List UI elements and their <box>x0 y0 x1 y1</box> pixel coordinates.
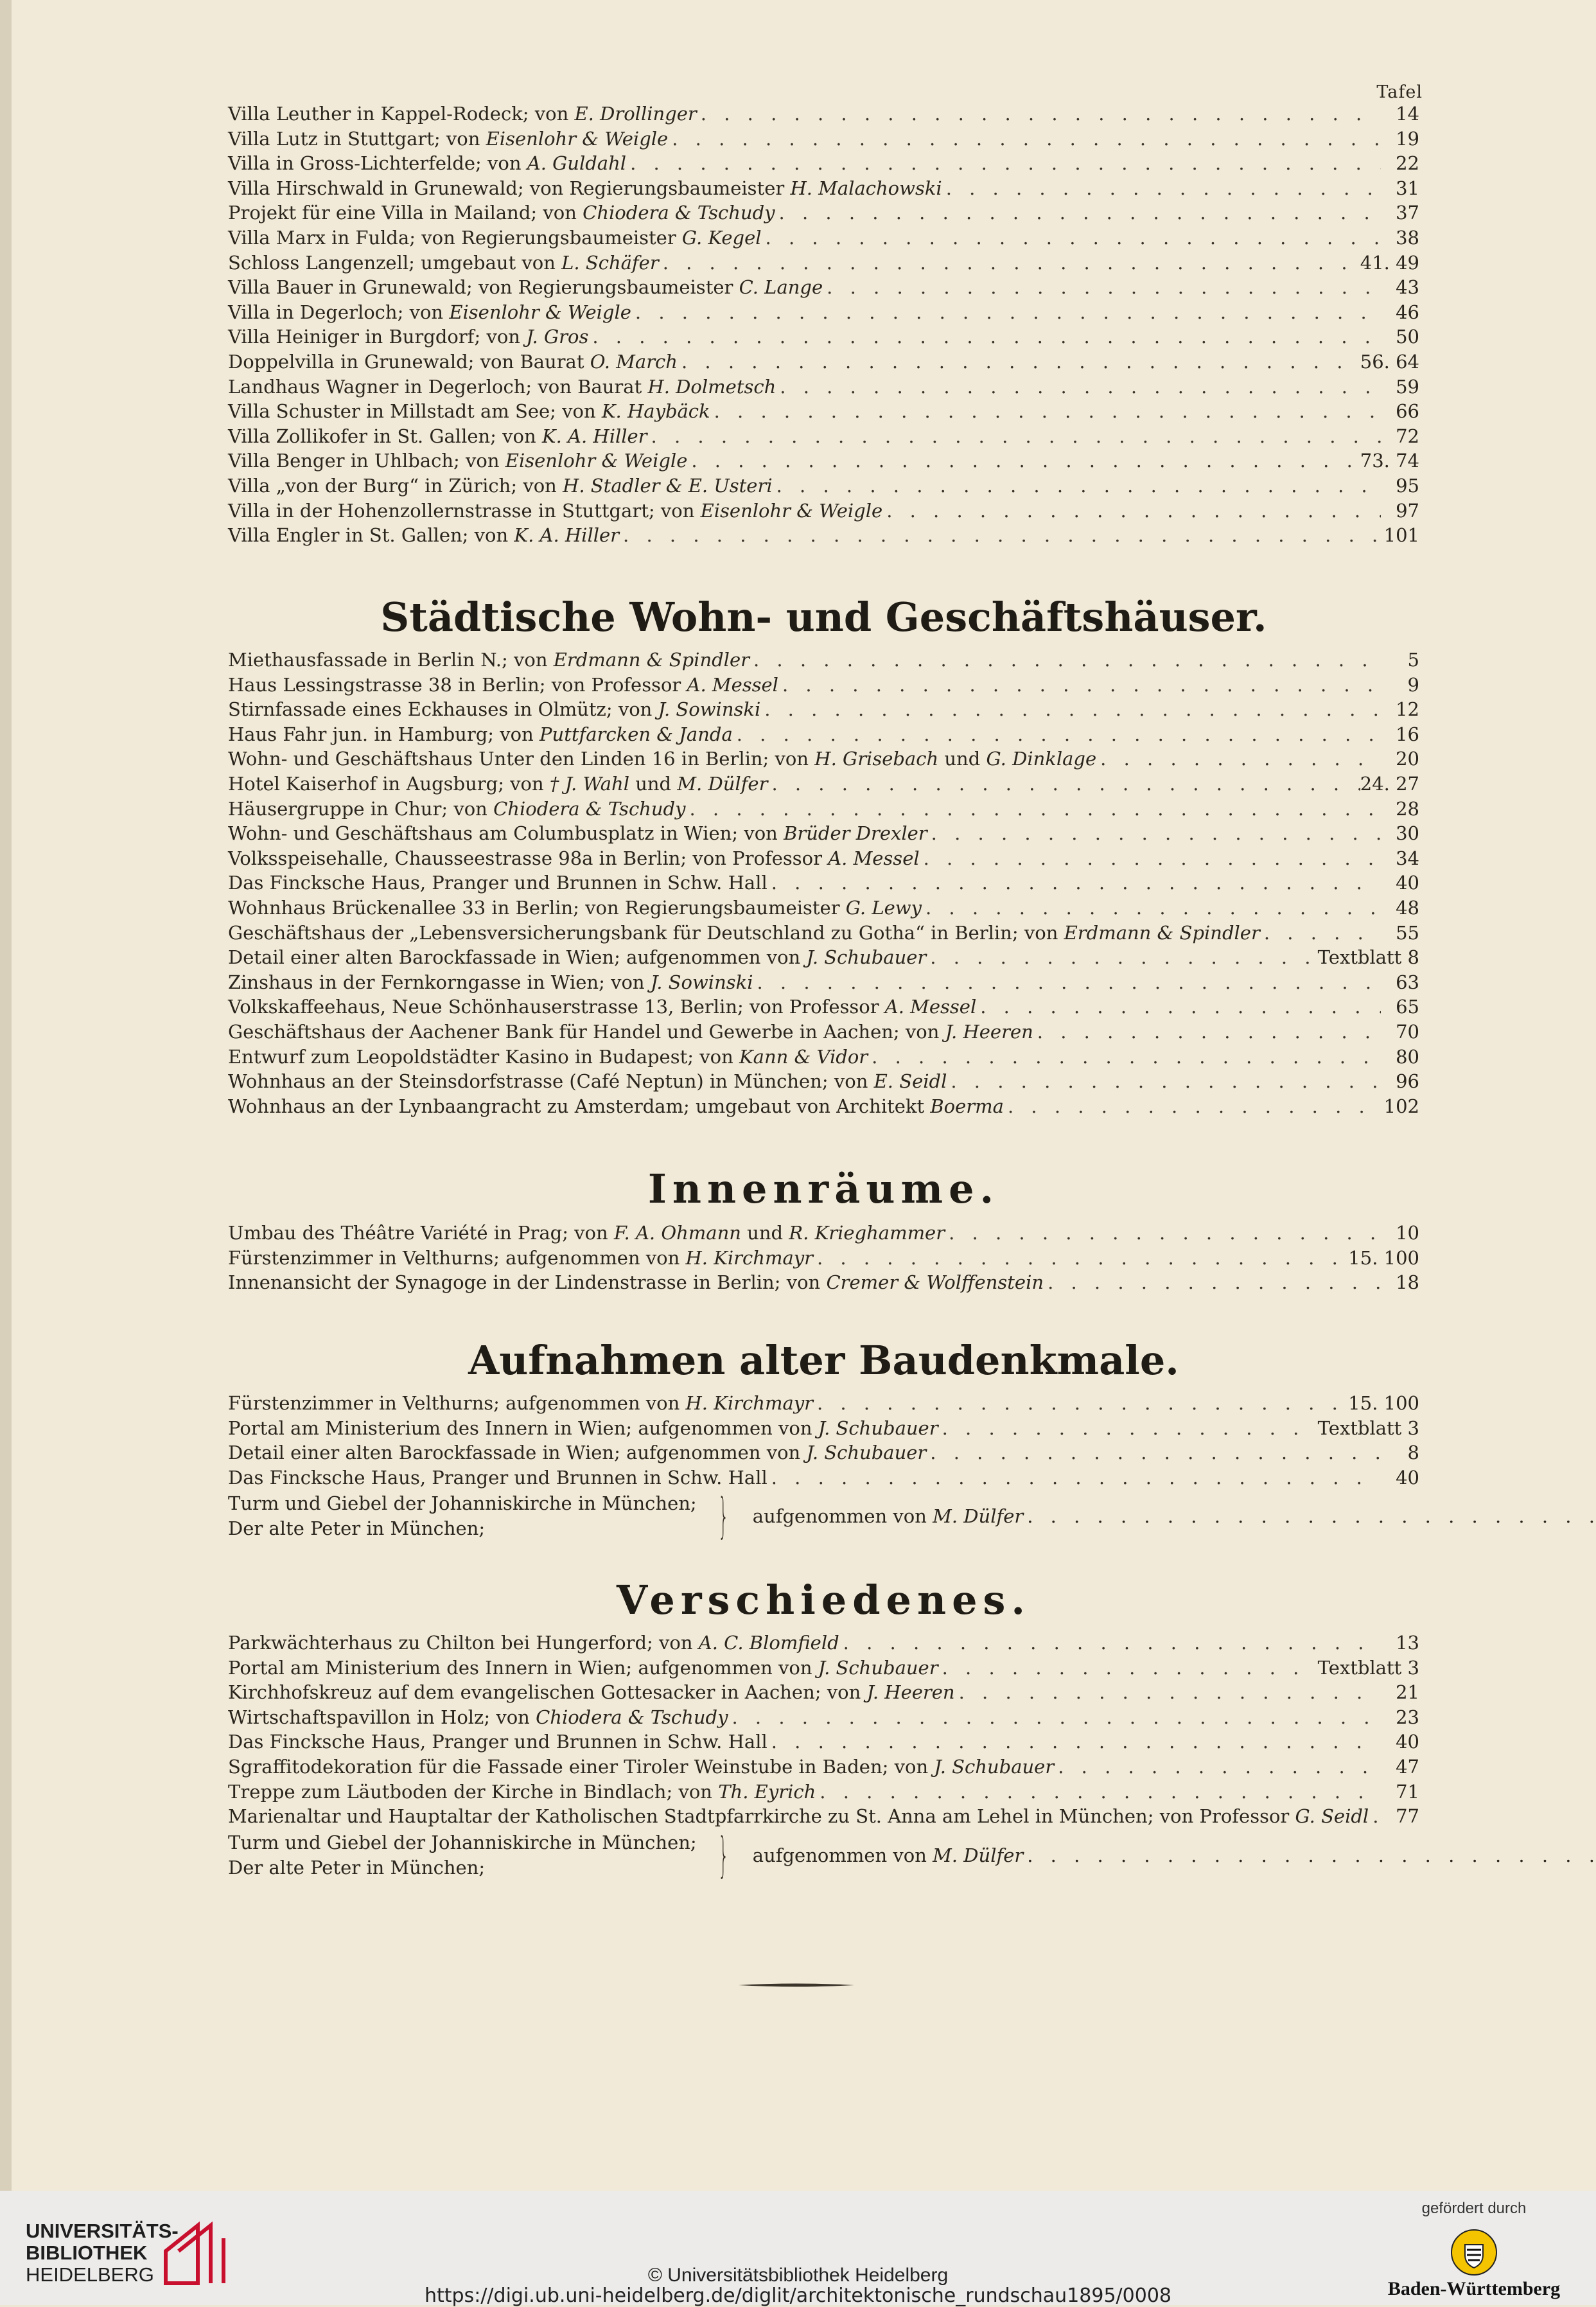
entry-author: J. Sowinski <box>650 971 753 993</box>
leader-dots <box>927 822 1381 844</box>
entry-title: Zinshaus in der Fernkorngasse in Wien; von J. Sowinski <box>228 971 753 993</box>
entry-title: Villa Lutz in Stuttgart; von Eisenlohr & Weigle <box>228 127 669 150</box>
bracketed-entry <box>228 1489 1419 1544</box>
entry-title: Schloss Langenzell; umgebaut von L. Schäfer <box>228 251 659 274</box>
entry-title: Miethausfassade in Berlin N.; von Erdmann & Spindler <box>228 649 750 671</box>
group-line: Turm und Giebel der Johanniskirche in München; <box>228 1492 697 1515</box>
page-number: 50 <box>1396 326 1419 348</box>
toc-entry <box>228 1681 1419 1706</box>
entry-title: Marienaltar und Hauptaltar der Katholischen Stadtpfarrkirche zu St. Anna am Lehel in München; von Professor G. Seidl <box>228 1805 1369 1828</box>
toc-entry <box>228 1247 1419 1272</box>
entry-title: Wohnhaus an der Lynbaangracht zu Amsterdam; umgebaut von Architekt Boerma <box>228 1095 1004 1117</box>
entry-title: Geschäftshaus der Aachener Bank für Handel und Gewerbe in Aachen; von J. Heeren <box>228 1020 1033 1043</box>
tafel-column-label: Tafel <box>1376 82 1423 102</box>
entry-author: O. March <box>590 350 678 373</box>
section-heading: Städtische Wohn- und Geschäftshäuser. <box>380 594 1267 641</box>
logo-text: UNIVERSITÄTS- BIBLIOTHEK HEIDELBERG <box>26 2220 179 2286</box>
entry-author: J. Sowinski <box>658 698 761 721</box>
page-number: 95 <box>1396 474 1419 497</box>
entry-author: Cremer & Wolffenstein <box>826 1271 1044 1294</box>
toc-entry <box>228 1095 1419 1120</box>
entry-title: Portal am Ministerium des Innern in Wien; aufgenommen von J. Schubauer <box>228 1417 938 1439</box>
curly-brace-icon: } <box>717 1827 729 1883</box>
entry-list <box>228 649 1419 1120</box>
entry-author: R. Krieghammer <box>789 1222 945 1244</box>
entry-title: Villa Bauer in Grunewald; von Regierungsbaumeister C. Lange <box>228 276 823 299</box>
leader-dots <box>1004 1095 1381 1117</box>
entry-title: Fürstenzimmer in Velthurns; aufgenommen von H. Kirchmayr <box>228 1246 813 1269</box>
leader-dots <box>776 376 1381 398</box>
toc-entry <box>228 177 1419 202</box>
entry-title: Wohn- und Geschäftshaus am Columbusplatz in Wien; von Brüder Drexler <box>228 822 927 845</box>
entry-title: Das Fincksche Haus, Pranger und Brunnen in Schw. Hall <box>228 1466 767 1489</box>
leader-dots <box>767 773 1360 795</box>
entry-author: E. Seidl <box>873 1070 947 1093</box>
leader-dots <box>753 971 1381 993</box>
footer-bar <box>0 2191 1596 2305</box>
toc-entry <box>228 1442 1419 1467</box>
toc-entry <box>228 475 1419 500</box>
leader-dots <box>920 847 1381 869</box>
entry-author: Brüder Drexler <box>784 822 927 845</box>
entry-author: † J. Wahl <box>549 772 629 795</box>
entry-title: Sgraffitodekoration für die Fassade einer Tiroler Weinstube in Baden; von J. Schubauer <box>228 1755 1055 1778</box>
page-number: Textblatt 8 <box>1317 946 1419 969</box>
leader-dots <box>816 1781 1381 1803</box>
page-number: 23 <box>1396 1706 1419 1728</box>
group-text: aufgenommen von M. Dülfer <box>752 1505 1024 1528</box>
entry-author: G. Seidl <box>1295 1805 1369 1828</box>
leader-dots <box>938 1417 1318 1439</box>
page-number: 96 <box>1396 1070 1419 1093</box>
toc-entry <box>228 1805 1419 1830</box>
leader-dots <box>942 177 1381 199</box>
entry-author: F. A. Ohmann <box>613 1222 741 1244</box>
funder-name: Baden-Württemberg <box>1387 2278 1561 2299</box>
leader-dots <box>778 674 1381 696</box>
entry-title: Wirtschaftspavillon in Holz; von Chiodera & Tschudy <box>228 1706 728 1728</box>
leader-dots <box>1260 922 1381 944</box>
entry-author: K. A. Hiller <box>514 524 620 547</box>
page-number: 24. 27 <box>1360 772 1419 795</box>
leader-dots <box>926 1442 1381 1463</box>
entry-author: A. C. Blomfield <box>698 1632 839 1654</box>
entry-author: J. Gros <box>526 326 589 348</box>
entry-author: M. Dülfer <box>677 772 768 795</box>
entry-title: Hotel Kaiserhof in Augsburg; von † J. Wahl und M. Dülfer <box>228 772 768 795</box>
leader-dots <box>1033 1021 1381 1043</box>
leader-dots <box>1054 1756 1381 1778</box>
ornament-rule-icon <box>739 1982 854 1988</box>
entry-title: Umbau des Théâtre Variété in Prag; von F. A. Ohmann und R. Krieghammer <box>228 1222 945 1244</box>
entry-title: Häusergruppe in Chur; von Chiodera & Tschudy <box>228 797 686 820</box>
entry-author: A. Guldahl <box>527 152 627 175</box>
entry-title: Projekt für eine Villa in Mailand; von Chiodera & Tschudy <box>228 202 775 224</box>
leader-dots <box>868 1046 1381 1068</box>
entry-author: Chiodera & Tschudy <box>493 797 686 820</box>
toc-entry <box>228 649 1419 674</box>
entry-author: Eisenlohr & Weigle <box>700 499 883 522</box>
entry-author: E. Drollinger <box>574 103 697 125</box>
entry-title: Detail einer alten Barockfassade in Wien; aufgenommen von J. Schubauer <box>228 946 927 969</box>
leader-dots <box>976 996 1381 1018</box>
page-number: 10 <box>1396 1222 1419 1244</box>
entry-author: J. Schubauer <box>818 1417 938 1439</box>
page-number: Textblatt 3 <box>1317 1417 1419 1439</box>
leader-dots <box>697 103 1381 125</box>
page-number: 73. 74 <box>1360 450 1419 472</box>
entry-author: Chiodera & Tschudy <box>536 1706 728 1728</box>
entry-title: Parkwächterhaus zu Chilton bei Hungerford; von A. C. Blomfield <box>228 1632 839 1654</box>
leader-dots <box>631 301 1381 323</box>
entry-title: Villa Leuther in Kappel-Rodeck; von E. Drollinger <box>228 103 697 125</box>
entry-author: H. Stadler & E. Usteri <box>563 474 773 497</box>
entry-author: H. Kirchmayr <box>685 1392 813 1414</box>
section-heading: Verschiedenes. <box>616 1577 1031 1623</box>
entry-title: Das Fincksche Haus, Pranger und Brunnen in Schw. Hall <box>228 1731 767 1753</box>
toc-entry <box>228 698 1419 723</box>
entry-title: Villa in Gross-Lichterfelde; von A. Guldahl <box>228 152 627 175</box>
entry-author: H. Kirchmayr <box>685 1246 813 1269</box>
permalink-url[interactable]: https://digi.ub.uni-heidelberg.de/diglit/architektonische_rundschau1895/0008 <box>425 2285 1171 2307</box>
toc-entry <box>228 1222 1419 1247</box>
entry-title: Portal am Ministerium des Innern in Wien; aufgenommen von J. Schubauer <box>228 1656 938 1679</box>
entry-title: Villa Hirschwald in Grunewald; von Regierungsbaumeister H. Malachowski <box>228 177 942 199</box>
toc-entry <box>228 996 1419 1021</box>
page-number: 77 <box>1396 1805 1419 1828</box>
page-number: 12 <box>1396 698 1419 721</box>
page-number: 22 <box>1396 152 1419 175</box>
leader-dots <box>1369 1805 1381 1827</box>
entry-author: L. Schäfer <box>561 251 659 274</box>
toc-entry <box>228 922 1419 947</box>
entry-author: G. Lewy <box>845 896 922 919</box>
leader-dots <box>762 227 1381 249</box>
leader-dots <box>685 798 1381 820</box>
entry-list <box>228 103 1419 549</box>
entry-title: Haus Lessingstrasse 38 in Berlin; von Professor A. Messel <box>228 673 778 696</box>
entry-author: Kann & Vidor <box>739 1045 868 1068</box>
toc-entry <box>228 1632 1419 1657</box>
page-number: 101 <box>1383 524 1419 547</box>
page-number: 15. 100 <box>1348 1392 1419 1414</box>
page-number: 28 <box>1396 797 1419 820</box>
leader-dots <box>823 276 1381 298</box>
leader-dots <box>945 1222 1381 1244</box>
entry-author: Eisenlohr & Weigle <box>505 450 688 472</box>
entry-title: Villa Heiniger in Burgdorf; von J. Gros <box>228 326 589 348</box>
toc-entry <box>228 971 1419 996</box>
section-staedtische <box>228 594 1419 1120</box>
leader-dots <box>659 252 1360 274</box>
leader-dots <box>767 872 1381 894</box>
entry-list <box>228 1222 1419 1296</box>
page-number: 46 <box>1396 301 1419 323</box>
entry-author: A. Messel <box>828 847 920 869</box>
entry-author: Th. Eyrich <box>718 1780 816 1803</box>
entry-title: Geschäftshaus der „Lebensversicherungsbank für Deutschland zu Gotha“ in Berlin; von Erdmann & Spindler <box>228 921 1260 944</box>
page-number: 66 <box>1396 400 1419 423</box>
page-number: 72 <box>1396 425 1419 447</box>
page-number: 30 <box>1396 822 1419 845</box>
leader-dots <box>813 1247 1348 1269</box>
entry-title: Landhaus Wagner in Degerloch; von Baurat H. Dolmetsch <box>228 375 776 398</box>
page-number: 41. 49 <box>1360 251 1419 274</box>
leader-dots <box>938 1657 1318 1679</box>
section-baudenkmale <box>228 1337 1419 1544</box>
page-number: 59 <box>1396 375 1419 398</box>
page-number: 37 <box>1396 202 1419 224</box>
toc-entry <box>228 1657 1419 1682</box>
page-number: Textblatt 3 <box>1317 1656 1419 1679</box>
page-number: 19 <box>1396 127 1419 150</box>
toc-entry <box>228 1046 1419 1071</box>
toc-entry <box>228 1417 1419 1442</box>
toc-entry <box>228 227 1419 252</box>
leader-dots <box>728 1706 1381 1728</box>
entry-title: Kirchhofskreuz auf dem evangelischen Gottesacker in Aachen; von J. Heeren <box>228 1681 955 1704</box>
entry-title: Volksspeisehalle, Chausseestrasse 98a in Berlin; von Professor A. Messel <box>228 847 920 869</box>
toc-entry <box>228 450 1419 475</box>
toc-entry <box>228 798 1419 823</box>
entry-title: Wohnhaus an der Steinsdorfstrasse (Café Neptun) in München; von E. Seidl <box>228 1070 947 1093</box>
entry-title: Haus Fahr jun. in Hamburg; von Puttfarcken & Janda <box>228 723 733 745</box>
page-number: 40 <box>1396 872 1419 894</box>
section-verschiedenes <box>228 1577 1419 1883</box>
entry-title: Wohn- und Geschäftshaus Unter den Linden 16 in Berlin; von H. Grisebach und G. Dinklage <box>228 748 1097 770</box>
leader-dots <box>767 1731 1381 1753</box>
leader-dots <box>1044 1271 1381 1293</box>
page-number: 55 <box>1396 921 1419 944</box>
page-number: 16 <box>1396 723 1419 745</box>
toc-entry <box>228 152 1419 177</box>
leader-dots <box>1023 1505 1596 1527</box>
page-number: 14 <box>1396 103 1419 125</box>
entry-title: Doppelvilla in Grunewald; von Baurat O. March <box>228 350 678 373</box>
page-gutter <box>0 0 12 2191</box>
toc-entry <box>228 1021 1419 1046</box>
toc-entry <box>228 897 1419 922</box>
entry-title: Villa Benger in Uhlbach; von Eisenlohr & Weigle <box>228 450 688 472</box>
group-line: Der alte Peter in München; <box>228 1517 486 1540</box>
bracketed-entry <box>228 1827 1419 1883</box>
copyright-text: © Universitätsbibliothek Heidelberg <box>647 2265 949 2286</box>
entry-author: A. Messel <box>884 996 977 1018</box>
toc-entry <box>228 1781 1419 1806</box>
toc-entry <box>228 773 1419 798</box>
entry-title: Volkskaffeehaus, Neue Schönhauserstrasse 13, Berlin; von Professor A. Messel <box>228 996 977 1018</box>
page-number: 40 <box>1396 1466 1419 1489</box>
leader-dots <box>710 400 1381 422</box>
entry-author: Boerma <box>930 1095 1004 1117</box>
funder-block <box>1378 2200 1570 2303</box>
toc-entry <box>228 351 1419 376</box>
leader-dots <box>687 450 1360 472</box>
page-number: 40 <box>1396 1731 1419 1753</box>
page-number: 20 <box>1396 748 1419 770</box>
entry-title: Villa in Degerloch; von Eisenlohr & Weigle <box>228 301 631 323</box>
leader-dots <box>619 524 1381 546</box>
page-number: 8 <box>1407 1442 1419 1464</box>
toc-entry <box>228 326 1419 351</box>
toc-entry <box>228 252 1419 277</box>
entry-title: Innenansicht der Synagoge in der Lindenstrasse in Berlin; von Cremer & Wolffenstein <box>228 1271 1044 1294</box>
section-heading: Innenräume. <box>647 1165 1000 1212</box>
entry-title: Villa Engler in St. Gallen; von K. A. Hiller <box>228 524 620 547</box>
section-heading: Aufnahmen alter Baudenkmale. <box>468 1337 1179 1384</box>
entry-title: Villa „von der Burg“ in Zürich; von H. Stadler & E. Usteri <box>228 474 773 497</box>
leader-dots <box>678 351 1360 373</box>
toc-entry <box>228 946 1419 971</box>
entry-title: Villa Marx in Fulda; von Regierungsbaumeister G. Kegel <box>228 226 762 249</box>
leader-dots <box>767 1467 1381 1489</box>
page-number: 18 <box>1396 1271 1419 1294</box>
entry-author: H. Grisebach <box>814 748 939 770</box>
entry-author: J. Heeren <box>866 1681 955 1704</box>
entry-author: K. Haybäck <box>601 400 710 423</box>
entry-title: Detail einer alten Barockfassade in Wien; aufgenommen von J. Schubauer <box>228 1442 927 1464</box>
entry-title: Treppe zum Läutboden der Kirche in Bindlach; von Th. Eyrich <box>228 1780 816 1803</box>
leader-dots <box>839 1632 1381 1654</box>
toc-entry <box>228 301 1419 326</box>
leader-dots <box>760 698 1381 720</box>
toc-entry <box>228 202 1419 227</box>
page-number: 13 <box>1396 1632 1419 1654</box>
toc-entry <box>228 376 1419 401</box>
toc-entry <box>228 1070 1419 1095</box>
entry-author: Erdmann & Spindler <box>553 649 750 671</box>
entry-title: Fürstenzimmer in Velthurns; aufgenommen von H. Kirchmayr <box>228 1392 813 1414</box>
entry-title: Villa in der Hohenzollernstrasse in Stuttgart; von Eisenlohr & Weigle <box>228 499 883 522</box>
group-text: aufgenommen von M. Dülfer <box>752 1844 1024 1866</box>
toc-entry <box>228 400 1419 425</box>
entry-author: J. Schubauer <box>806 1442 927 1464</box>
entry-author: H. Dolmetsch <box>647 375 776 398</box>
page-number: 43 <box>1396 276 1419 299</box>
page-number: 102 <box>1383 1095 1419 1117</box>
entry-author: H. Malachowski <box>790 177 942 199</box>
entry-author: Erdmann & Spindler <box>1064 921 1260 944</box>
toc-entry <box>228 128 1419 153</box>
page-number: 34 <box>1396 847 1419 869</box>
leader-dots <box>882 500 1381 522</box>
leader-dots <box>813 1392 1348 1414</box>
entry-author: Puttfarcken & Janda <box>539 723 733 745</box>
entry-author: J. Schubauer <box>818 1656 938 1679</box>
page-number: 48 <box>1396 896 1419 919</box>
page-number: 56. 64 <box>1360 350 1419 373</box>
page-number: 47 <box>1396 1755 1419 1778</box>
leader-dots <box>750 649 1381 671</box>
page-number: 97 <box>1396 499 1419 522</box>
entry-author: J. Schubauer <box>806 946 927 969</box>
toc-entry <box>228 1756 1419 1781</box>
funded-by-label: gefördert durch <box>1421 2200 1527 2217</box>
toc-entry <box>228 103 1419 128</box>
leader-dots <box>668 128 1381 150</box>
curly-brace-icon: } <box>717 1489 729 1544</box>
toc-entry <box>228 872 1419 897</box>
entry-author: J. Schubauer <box>934 1755 1055 1778</box>
page-number: 65 <box>1396 996 1419 1018</box>
entry-author: Eisenlohr & Weigle <box>486 127 669 150</box>
page-number: 31 <box>1396 177 1419 199</box>
toc-entry <box>228 1467 1419 1492</box>
group-line: Der alte Peter in München; <box>228 1856 486 1878</box>
page-number: 21 <box>1396 1681 1419 1704</box>
toc-entry <box>228 276 1419 301</box>
group-line: Turm und Giebel der Johanniskirche in München; <box>228 1831 697 1853</box>
leader-dots <box>926 946 1317 968</box>
leader-dots <box>955 1681 1381 1703</box>
entry-title: Villa Schuster in Millstadt am See; von K. Haybäck <box>228 400 710 423</box>
toc-entry <box>228 524 1419 549</box>
entry-author: C. Lange <box>739 276 823 299</box>
page-number: 71 <box>1396 1780 1419 1803</box>
entry-list <box>228 1632 1419 1830</box>
leader-dots <box>947 1070 1381 1092</box>
toc-entry <box>228 1731 1419 1756</box>
section-villas <box>228 103 1419 549</box>
toc-entry <box>228 674 1419 699</box>
entry-author: G. Dinklage <box>986 748 1097 770</box>
entry-author: Chiodera & Tschudy <box>583 202 775 224</box>
toc-entry <box>228 425 1419 450</box>
page-number: 80 <box>1396 1045 1419 1068</box>
leader-dots <box>922 897 1381 919</box>
entry-author: J. Heeren <box>945 1020 1033 1043</box>
toc-entry <box>228 1706 1419 1731</box>
page-number: 9 <box>1407 673 1419 696</box>
leader-dots <box>647 425 1381 447</box>
entry-author: A. Messel <box>687 673 778 696</box>
leader-dots <box>1096 748 1381 770</box>
bw-coat-of-arms-icon <box>1450 2228 1498 2277</box>
leader-dots <box>773 475 1381 497</box>
entry-author: G. Kegel <box>681 226 762 249</box>
toc-entry <box>228 500 1419 525</box>
toc-entry <box>228 723 1419 748</box>
entry-title: Entwurf zum Leopoldstädter Kasino in Budapest; von Kann & Vidor <box>228 1045 868 1068</box>
section-innenraeume <box>228 1165 1419 1296</box>
page-number: 63 <box>1396 971 1419 993</box>
leader-dots <box>626 152 1381 174</box>
leader-dots <box>1023 1844 1596 1866</box>
toc-entry <box>228 1392 1419 1417</box>
leader-dots <box>588 326 1381 348</box>
toc-entry <box>228 847 1419 872</box>
entry-title: Das Fincksche Haus, Pranger und Brunnen in Schw. Hall <box>228 872 767 894</box>
entry-title: Stirnfassade eines Eckhauses in Olmütz; von J. Sowinski <box>228 698 761 721</box>
entry-author: K. A. Hiller <box>541 425 647 447</box>
page-number: 70 <box>1396 1020 1419 1043</box>
entry-list <box>228 1392 1419 1491</box>
page-number: 15. 100 <box>1348 1246 1419 1269</box>
toc-entry <box>228 748 1419 773</box>
toc-entry <box>228 822 1419 847</box>
entry-author: Eisenlohr & Weigle <box>449 301 631 323</box>
leader-dots <box>775 202 1381 224</box>
page-number: 38 <box>1396 226 1419 249</box>
entry-title: Villa Zollikofer in St. Gallen; von K. A. Hiller <box>228 425 647 447</box>
leader-dots <box>733 723 1381 745</box>
entry-title: Wohnhaus Brückenallee 33 in Berlin; von Regierungsbaumeister G. Lewy <box>228 896 922 919</box>
toc-entry <box>228 1271 1419 1296</box>
page-number: 5 <box>1407 649 1419 671</box>
